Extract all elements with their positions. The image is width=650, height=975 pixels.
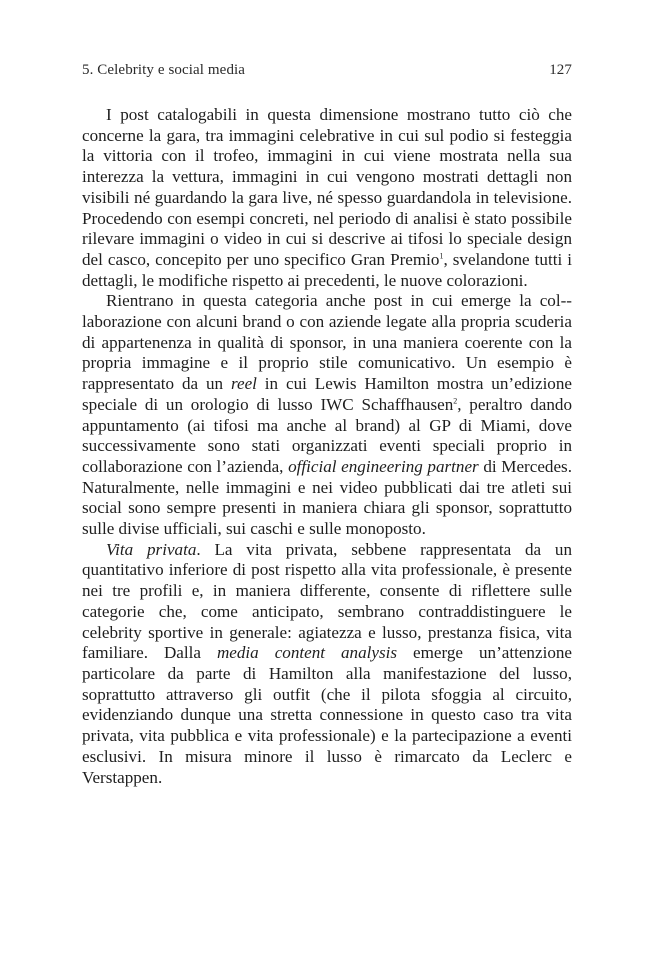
paragraph	[82, 540, 572, 788]
body-text	[82, 105, 572, 788]
italic-term: official engineering partner	[288, 456, 479, 476]
footnote-marker: 1	[439, 251, 444, 261]
chapter-title: 5. Celebrity e social media	[82, 62, 246, 78]
text-run: emerge un’attenzione particolare da parte di Hamilton alla manifestazione del lusso, soprattutto attraverso gli outfit (che il pilota sfoggia al circuito, evidenziando dunque una stretta connessione in questo caso tra vita privata, vita pubblica e vita professionale) e la partecipazione a eventi esclusivi. In misura minore il lusso è rimarcato da Leclerc e Verstappen.	[82, 643, 572, 787]
book-page	[82, 62, 572, 788]
text-run: , peraltro dando appuntamento (ai tifosi ma anche al brand) al GP di Miami, dove successivamente sono stati organizzati eventi speciali proprio in collaborazione con l’azienda,	[82, 394, 573, 476]
text-run: I post catalogabili in questa dimensione mostrano tutto ciò che concerne la gara, tra immagini celebrative in cui sul podio si festeggia la vittoria con il trofeo, immagini in cui viene mostrata nella sua interezza la vettura, immagini in cui vengono mostrati dettagli non visibili né guardando la gara live, né spesso guardandola in televisione. Procedendo con esempi concreti, nel periodo di analisi è stato possibile rilevare immagini o video in cui si descrive ai tifosi lo speciale design del casco, concepito per uno specifico Gran Premio	[82, 105, 572, 269]
running-header	[82, 62, 572, 79]
italic-term: media content analysis	[216, 643, 398, 663]
page-number: 127	[549, 62, 572, 78]
paragraph	[82, 105, 572, 291]
text-run: in cui Lewis Hamilton mostra un’edizione speciale di un orologio di lusso IWC Schaffhausen	[82, 374, 572, 414]
footnote-marker: 2	[453, 396, 458, 406]
text-run: di Mercedes. Naturalmente, nelle immagini e nei video pubblicati dai tre atleti sui social sono sempre presenti in maniera chiara gli sponsor, soprattutto sulle divise ufficiali, sui caschi e sulle monoposto.	[82, 456, 572, 539]
italic-term: reel	[230, 374, 257, 394]
text-run: Rientrano in questa categoria anche post in cui emerge la col-laborazione con alcuni brand o con aziende legate alla propria scuderia di appartenenza in qualità di sponsor, in una maniera coerente con la propria immagine e il proprio stile comunicativo. Un esempio è rappresentato da un	[82, 291, 572, 394]
text-run: , svelandone tutti i dettagli, le modifiche rispetto ai precedenti, le nuove colorazioni.	[82, 249, 572, 290]
text-run: . La vita privata, sebbene rappresentata da un quantitativo inferiore di post rispetto alla vita professionale, è presente nei tre profili e, in maniera differente, consente di riflettere sulle categorie che, come anticipato, sembrano contraddistinguere le celebrity sportive in generale: agiatezza e lusso, prestanza fisica, vita familiare. Dalla	[82, 539, 572, 663]
paragraph	[82, 291, 572, 539]
italic-term: Vita privata	[106, 539, 197, 559]
